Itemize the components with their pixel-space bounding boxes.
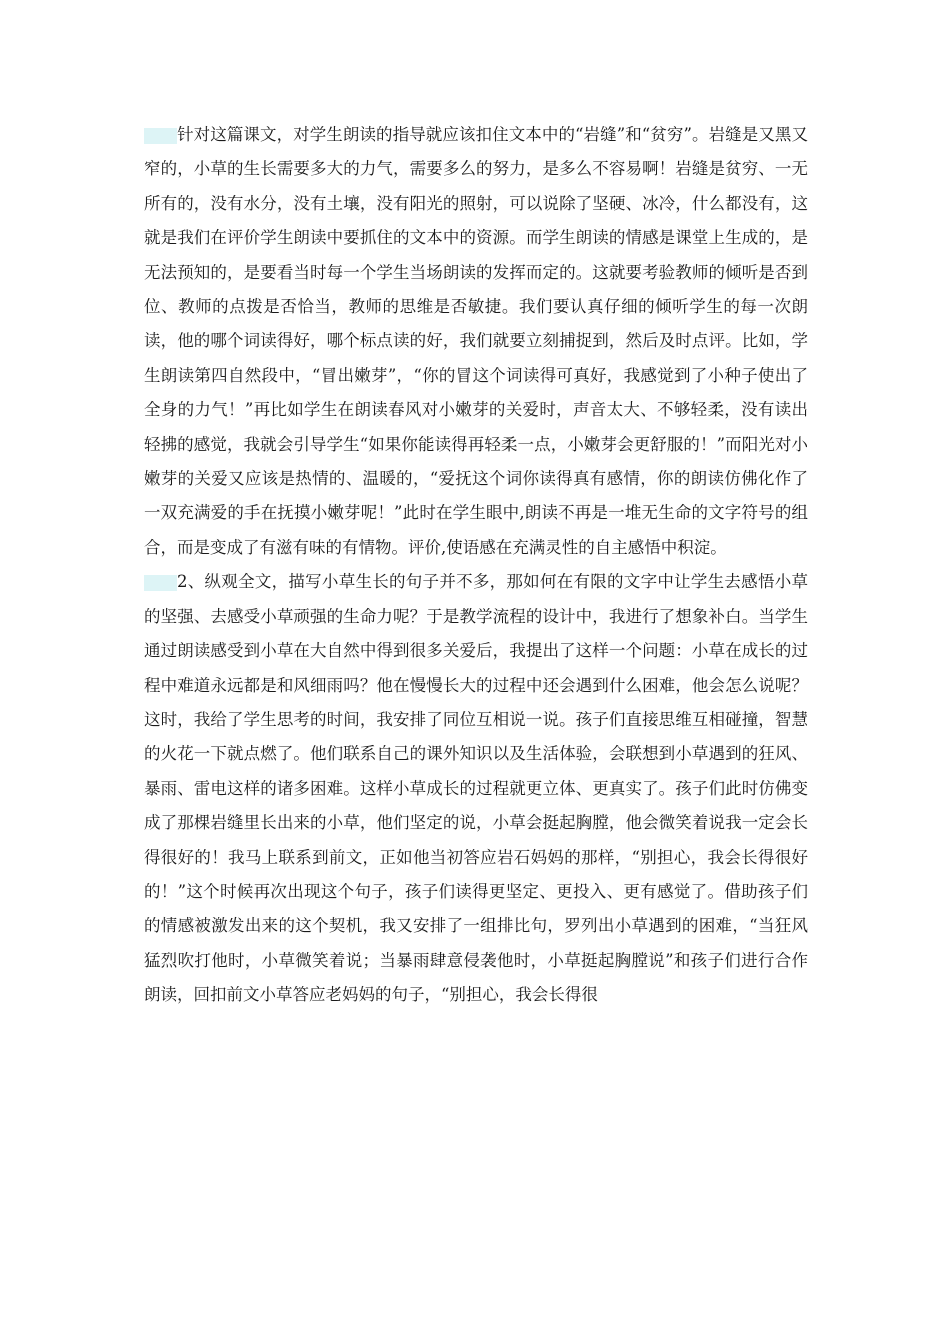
paragraph-2 (144, 565, 808, 1012)
document-body (144, 118, 808, 1013)
paragraph-indent-highlight (144, 128, 177, 144)
paragraph-indent-highlight (144, 575, 177, 591)
paragraph-2-text: 2、纵观全文，描写小草生长的句子并不多，那如何在有限的文字中让学生去感悟小草的坚强、去感受小草顽强的生命力呢？于是教学流程的设计中，我进行了想象补白。当学生通过朗读感受到小草在大自然中得到很多关爱后，我提出了这样一个问题：小草在成长的过程中难道永远都是和风细雨吗？他在慢慢长大的过程中还会遇到什么困难，他会怎么说呢？这时，我给了学生思考的时间，我安排了同位互相说一说。孩子们直接思维互相碰撞，智慧的火花一下就点燃了。他们联系自己的课外知识以及生活体验，会联想到小草遇到的狂风、暴雨、雷电这样的诸多困难。这样小草成长的过程就更立体、更真实了。孩子们此时仿佛变成了那棵岩缝里长出来的小草，他们坚定的说，小草会挺起胸膛，他会微笑着说我一定会长得很好的！我马上联系到前文，正如他当初答应岩石妈妈的那样，“别担心，我会长得很好的！”这个时候再次出现这个句子，孩子们读得更坚定、更投入、更有感觉了。借助孩子们的情感被激发出来的这个契机，我又安排了一组排比句，罗列出小草遇到的困难，“当狂风猛烈吹打他时，小草微笑着说；当暴雨肆意侵袭他时，小草挺起胸膛说”和孩子们进行合作朗读，回扣前文小草答应老妈妈的句子，“别担心，我会长得很 (144, 572, 808, 1005)
paragraph-1-text: 针对这篇课文，对学生朗读的指导就应该扣住文本中的“岩缝”和“贫穷”。岩缝是又黑又窄的，小草的生长需要多大的力气，需要多么的努力，是多么不容易啊！岩缝是贫穷、一无所有的，没有水分，没有土壤，没有阳光的照射，可以说除了坚硬、冰冷，什么都没有，这就是我们在评价学生朗读中要抓住的文本中的资源。而学生朗读的情感是课堂上生成的，是无法预知的，是要看当时每一个学生当场朗读的发挥而定的。这就要考验教师的倾听是否到位、教师的点拨是否恰当，教师的思维是否敏捷。我们要认真仔细的倾听学生的每一次朗读，他的哪个词读得好，哪个标点读的好，我们就要立刻捕捉到，然后及时点评。比如，学生朗读第四自然段中，“冒出嫩芽”，“你的冒这个词读得可真好，我感觉到了小种子使出了全身的力气！”再比如学生在朗读春风对小嫩芽的关爱时，声音太大、不够轻柔，没有读出轻拂的感觉，我就会引导学生“如果你能读得再轻柔一点，小嫩芽会更舒服的！”而阳光对小嫩芽的关爱又应该是热情的、温暖的，“爱抚这个词你读得真有感情，你的朗读仿佛化作了一双充满爱的手在抚摸小嫩芽呢！”此时在学生眼中,朗读不再是一堆无生命的文字符号的组合，而是变成了有滋有味的有情物。评价,使语感在充满灵性的自主感悟中积淀。 (144, 125, 808, 557)
paragraph-1 (144, 118, 808, 565)
